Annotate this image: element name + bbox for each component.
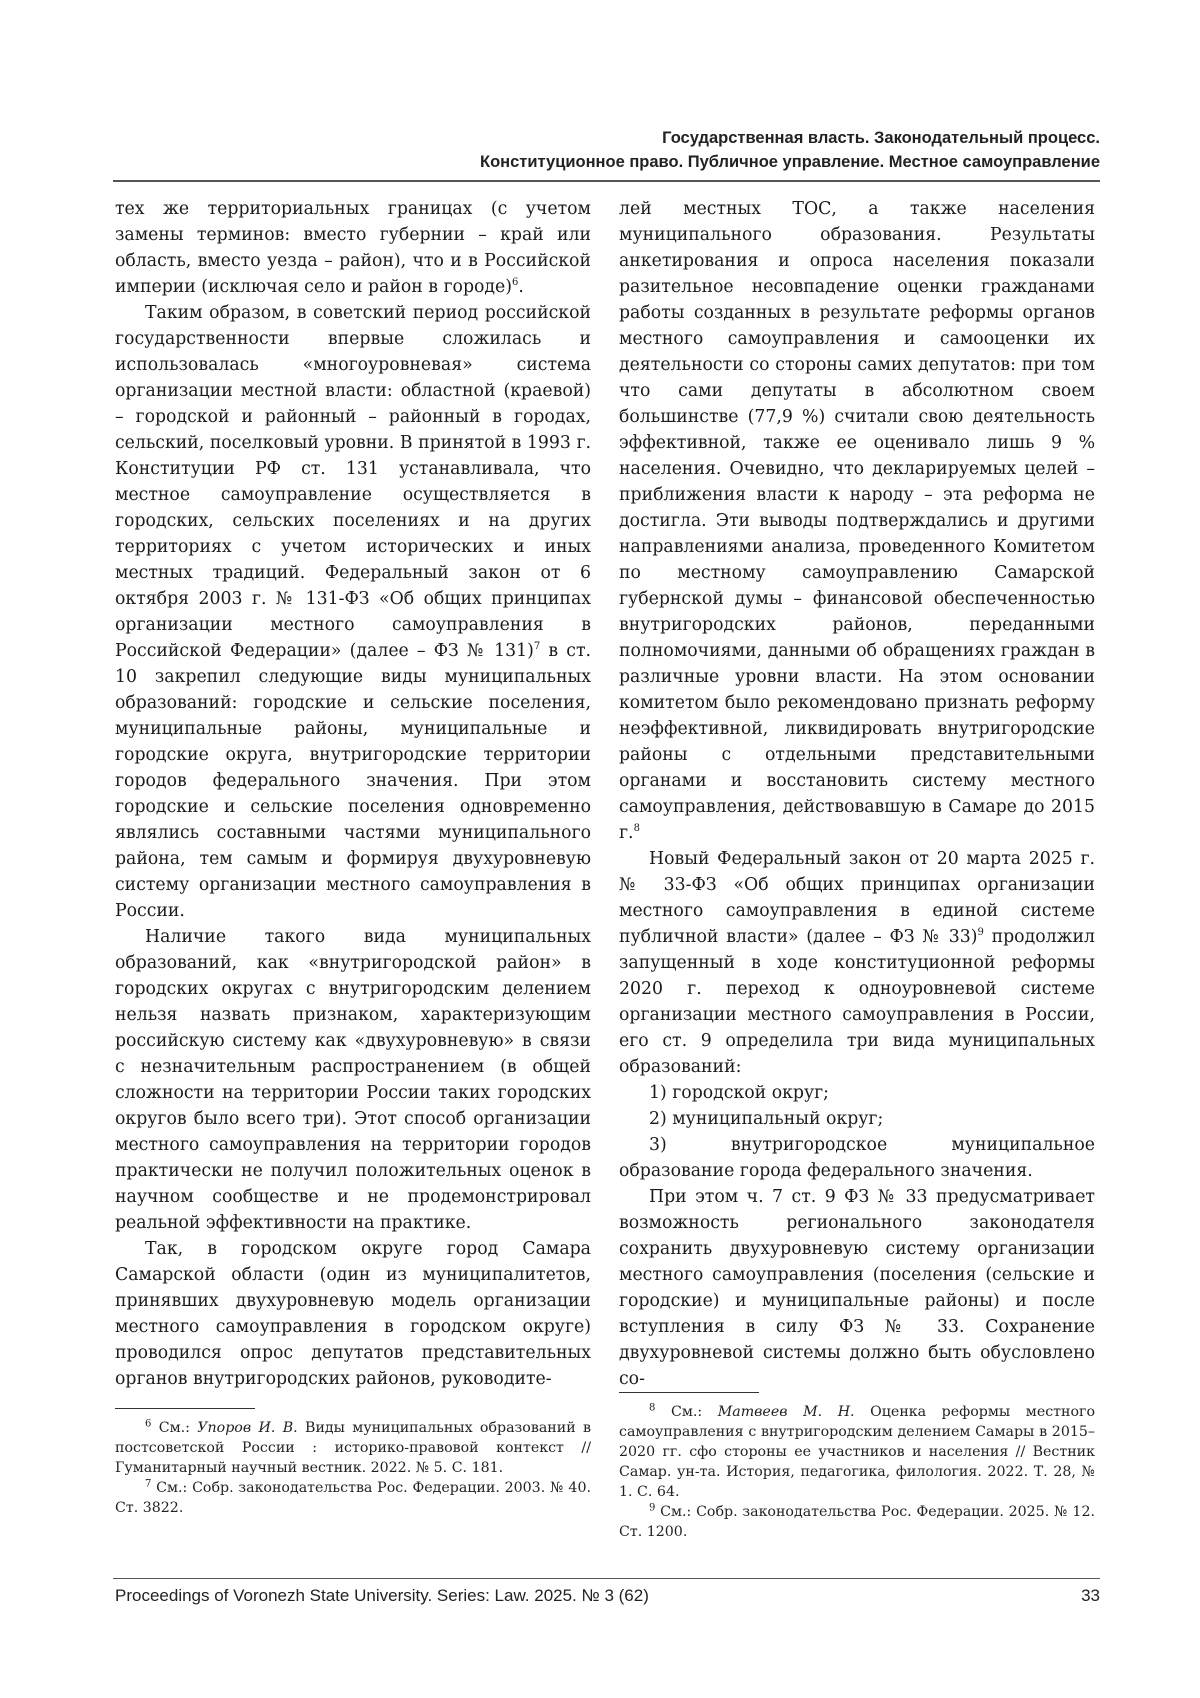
paragraph (619, 846, 1095, 1080)
footnote-author: Упоров И. В. (197, 1420, 298, 1436)
footnote-text: См.: Собр. законодательства Рос. Федерации. 2003. № 40. Ст. 3822. (115, 1480, 591, 1516)
footnote-7 (115, 1478, 591, 1518)
footnote-text: См.: (151, 1420, 198, 1436)
paragraph (619, 196, 1095, 846)
left-column (115, 196, 591, 1392)
footnote-mark: 7 (145, 1478, 152, 1490)
paragraph-text: в ст. 10 закрепил следующие виды муниципальных образований: городские и сельские поселения, муниципальные районы, муниципальные и городские округа, внутригородские территории городов федерального значения. При этом городские и сельские поселения одновременно являлись составными частями муниципального района, тем самым и формируя двухуровневую систему организации местного самоуправления в России. (115, 641, 591, 921)
footnote-ref: 7 (533, 641, 541, 653)
list-item: 3) внутригородское муниципальное образование города федерального значения. (619, 1135, 1095, 1181)
paragraph-text: Таким образом, в советский период российской государственности впервые сложилась и использовалась «многоуровневая» система организации местной власти: областной (краевой) – городской и районный – районный в городах, сельский, поселковый уровни. В принятой в 1993 г. Конституции РФ ст. 131 устанавливала, что местное самоуправление осуществляется в городских, сельских поселениях и на других территориях с учетом исторических и иных местных традиций. Федеральный закон от 6 октября 2003 г. № 131-ФЗ «Об общих принципах организации местного самоуправления в Российской Федерации» (далее – ФЗ № 131) (115, 303, 591, 661)
footnotes-left (115, 1418, 591, 1518)
footnote-9 (619, 1502, 1095, 1542)
header-rule (113, 180, 1100, 182)
paragraph (115, 196, 591, 300)
footnote-author: Матвеев М. Н. (717, 1404, 855, 1420)
running-head-line-2: Конституционное право. Публичное управление. Местное самоуправление (480, 153, 1100, 171)
list-item: 2) муниципальный округ; (649, 1109, 884, 1129)
page-number: 33 (1081, 1586, 1100, 1605)
footnote-8 (619, 1402, 1095, 1502)
footnote-ref: 8 (633, 823, 640, 835)
footnote-text: См.: (655, 1404, 718, 1420)
footnotes-right (619, 1402, 1095, 1542)
footnote-text: См.: Собр. законодательства Рос. Федерации. 2025. № 12. Ст. 1200. (619, 1504, 1095, 1540)
footnote-mark: 6 (145, 1418, 152, 1430)
footnote-ref: 9 (977, 927, 984, 939)
right-column (619, 196, 1095, 1392)
paragraph-text: . (518, 277, 524, 297)
list-item: 1) городской округ; (649, 1083, 830, 1103)
footnote-ref: 6 (512, 277, 519, 289)
footnote-rule-right (619, 1392, 759, 1393)
paragraph-text: лей местных ТОС, а также населения муниципального образования. Результаты анкетирования и опроса населения показали разительное несовпадение оценки гражданами работы созданных в результате реформы органов местного самоуправления и самооценки их деятельности со стороны самих депутатов: при том что сами депутаты в абсолютном своем большинстве (77,9 %) считали свою деятельность эффективной, также ее оценивало лишь 9 % населения. Очевидно, что декларируемых целей – приближения власти к народу – эта реформа не достигла. Эти выводы подтверждались и другими направлениями анализа, проведенного Комитетом по местному самоуправлению Самарской губернской думы – финансовой обеспеченностью внутригородских районов, переданными полномочиями, данными об обращениях граждан в различные уровни власти. На этом основании комитетом было рекомендовано признать реформу неэффективной, ликвидировать внутригородские районы с отдельными представительными органами и восстановить систему местного самоуправления, действовавшую в Самаре до 2015 г. (619, 199, 1095, 843)
running-head (200, 126, 1100, 174)
running-head-line-1: Государственная власть. Законодательный процесс. (662, 129, 1100, 147)
paragraph: Так, в городском округе город Самара Самарской области (один из муниципалитетов, принявших двухуровневую модель организации местного самоуправления в городском округе) проводился опрос депутатов представительных органов внутригородских районов, руководите- (115, 1239, 591, 1389)
paragraph: При этом ч. 7 ст. 9 ФЗ № 33 предусматривает возможность регионального законодателя сохранить двухуровневую систему организации местного самоуправления (поселения (сельские и городские) и муниципальные районы) и после вступления в силу ФЗ № 33. Сохранение двухуровневой системы должно быть обусловлено со- (619, 1187, 1095, 1389)
footnote-rule-left (115, 1408, 255, 1409)
paragraph-text: продолжил запущенный в ходе конституционной реформы 2020 г. переход к одноуровневой системе организации местного самоуправления в России, его ст. 9 определила три вида муниципальных образований: (619, 927, 1095, 1077)
paragraph: Наличие такого вида муниципальных образований, как «внутригородской район» в городских округах с внутригородским делением нельзя назвать признаком, характеризующим российскую систему как «двухуровневую» в связи с незначительным распространением (в общей сложности на территории России таких городских округов было всего три). Этот способ организации местного самоуправления на территории городов практически не получил положительных оценок в научном сообществе и не продемонстрировал реальной эффективности на практике. (115, 927, 591, 1233)
footnote-text: Виды муниципальных образований в постсоветской России : историко-правовой контекст // Гуманитарный научный вестник. 2022. № 5. С. 181. (115, 1420, 591, 1476)
footnote-mark: 9 (649, 1502, 656, 1514)
footnote-mark: 8 (649, 1402, 656, 1414)
journal-footer: Proceedings of Voronezh State University. Series: Law. 2025. № 3 (62) (115, 1586, 649, 1605)
paragraph-text: тех же территориальных границах (с учетом замены терминов: вместо губернии – край или область, вместо уезда – район), что и в Российской империи (исключая село и район в городе) (115, 199, 591, 297)
paragraph-text: Новый Федеральный закон от 20 марта 2025 г. № 33-ФЗ «Об общих принципах организации местного самоуправления в единой системе публичной власти» (далее – ФЗ № 33) (619, 849, 1095, 947)
footnote-6 (115, 1418, 591, 1478)
footer-rule (113, 1578, 1100, 1579)
paragraph (115, 300, 591, 924)
footnote-text: Оценка реформы местного самоуправления с внутригородским делением Самары в 2015–2020 гг. сфо стороны ее участников и населения // Вестник Самар. ун-та. История, педагогика, филология. 2022. Т. 28, № 1. С. 64. (619, 1404, 1096, 1500)
